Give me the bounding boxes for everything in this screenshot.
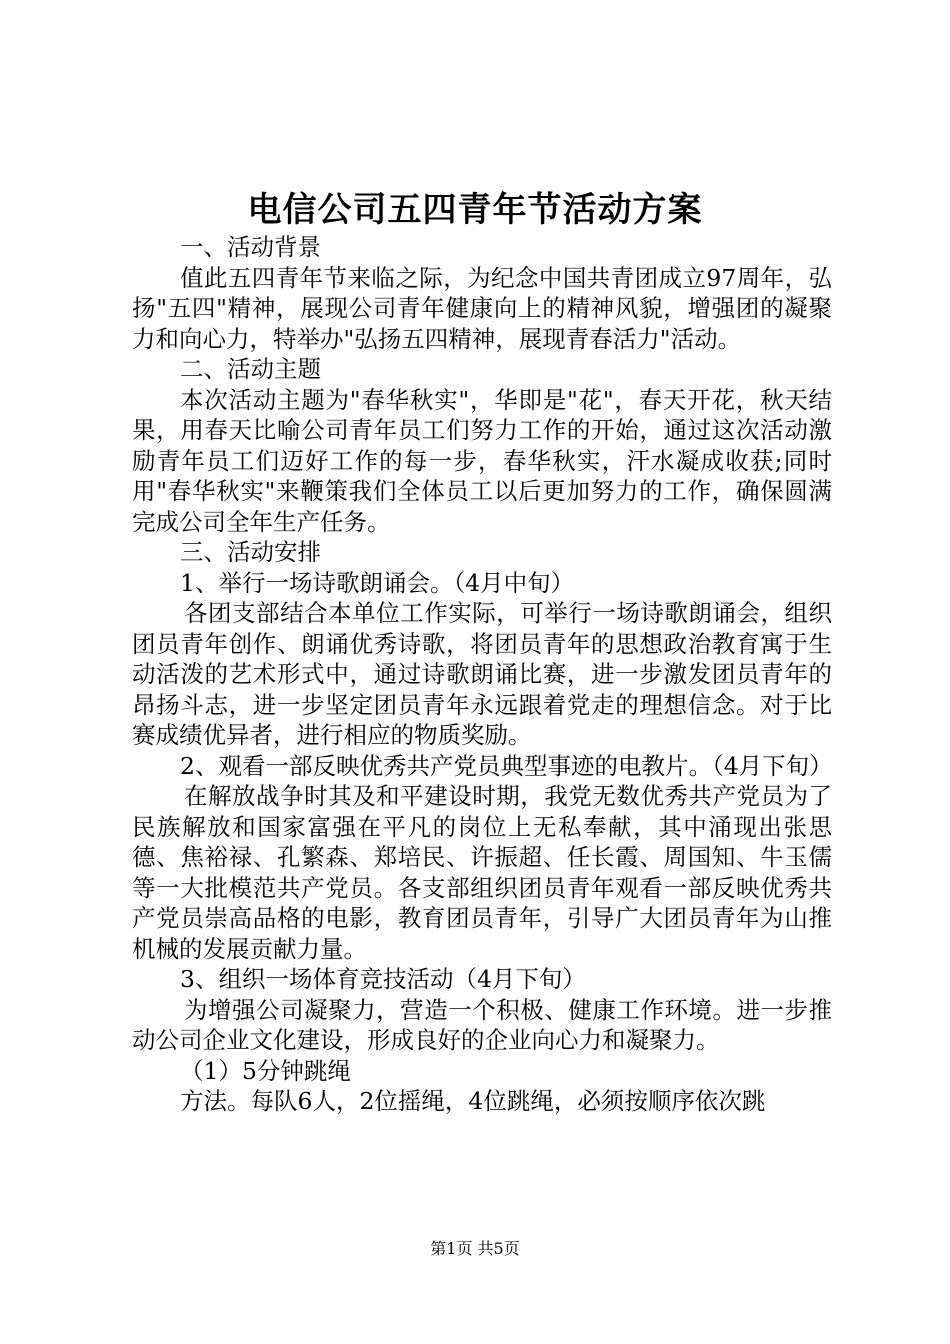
section-heading-arrangement: 三、活动安排 [180,538,321,566]
section-heading-theme: 二、活动主题 [180,355,321,383]
document-body [132,232,832,1117]
section-heading-background: 一、活动背景 [180,233,321,261]
item-jump-rope: （1）5分钟跳绳 [180,1056,351,1085]
document-title: 电信公司五四青年节活动方案 [247,190,703,230]
subheading-film: 2、观看一部反映优秀共产党员典型事迹的电教片。（4月下旬） [180,751,833,780]
paragraph-theme: 本次活动主题为"春华秋实"，华即是"花"，春天开花，秋天结果，用春天比喻公司青年员工们努力工作的开始，通过这次活动激励青年员工们迈好工作的每一步，春华秋实，汗水凝成收获;同时用"春华秋实"来鞭策我们全体员工以后更加努力的工作，确保圆满完成公司全年生产任务。 [132,385,832,536]
paragraph-background: 值此五四青年节来临之际，为纪念中国共青团成立97周年，弘扬"五四"精神，展现公司青年健康向上的精神风貌，增强团的凝聚力和向心力，特举办"弘扬五四精神，展现青春活力"活动。 [132,263,832,353]
paragraph-jump-rope-method: 方法。每队6人，2位摇绳，4位跳绳，必须按顺序依次跳 [180,1087,766,1115]
paragraph-poetry: 各团支部结合本单位工作实际，可举行一场诗歌朗诵会，组织团员青年创作、朗诵优秀诗歌，将团员青年的思想政治教育寓于生动活泼的艺术形式中，通过诗歌朗诵比赛，进一步激发团员青年的昂扬斗志，进一步坚定团员青年永远跟着党走的理想信念。对于比赛成绩优异者，进行相应的物质奖励。 [132,599,832,749]
paragraph-film: 在解放战争时其及和平建设时期，我党无数优秀共产党员为了民族解放和国家富强在平凡的岗位上无私奉献，其中涌现出张思德、焦裕禄、孔繁森、郑培民、许振超、任长霞、周国知、牛玉儒等一大批模范共产党员。各支部组织团员青年观看一部反映优秀共产党员崇高品格的电影，教育团员青年，引导广大团员青年为山推机械的发展贡献力量。 [132,782,832,963]
paragraph-sports: 为增强公司凝聚力，营造一个积极、健康工作环境。进一步推动公司企业文化建设，形成良好的企业向心力和凝聚力。 [132,995,832,1054]
subheading-poetry: 1、举行一场诗歌朗诵会。（4月中旬） [180,568,575,597]
page-footer: 第1页 共5页 [430,1239,520,1258]
subheading-sports: 3、组织一场体育竞技活动（4月下旬） [180,965,586,993]
